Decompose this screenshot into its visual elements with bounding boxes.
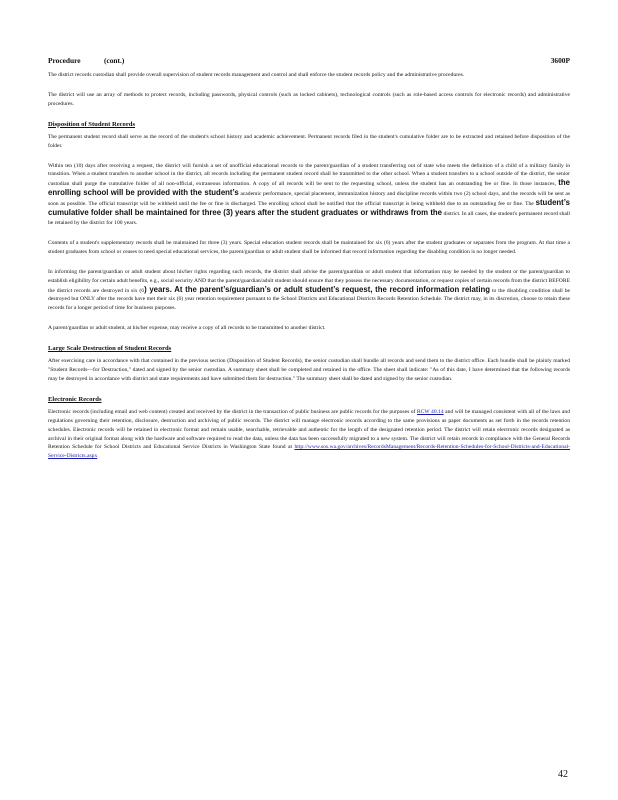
electronic-records-paragraph: Electronic records (including email and web content) created and received by the district in the transaction of public business are public records for the purposes of RCW 40.14 and will be managed consistent with all of the laws and regulations governing their retention, disclosure, destruction and archiving of public records. The district will manage electronic records according to the same provisions as paper documents as set forth in the records retention schedules. Electronic records will be retained in electronic format and remain usable, searchable, retrievable and authentic for the length of the designated retention period. The district will retain electronic records designated as archival in their original format along with the hardware and software required to read the data, unless the data has been successfully migrated to a new system. The district will retain records in compliance with the General Records Retention Schedule for School Districts and Educational Service Districts in Washington State found at http://www.sos.wa.gov/archives/RecordsManagement/Records-Retention-Schedules-for-School-Districts-and-Educational-Service-Districts.aspx	[48, 408, 571, 460]
disposition-paragraph-4: In informing the parent/guardian or adult student about his/her rights regarding such records, the district shall advise the parent/guardian or adult student that information may be needed by the student or the parent/guardian to establish eligibility for certain adult benefits, e.g., social security AND that the parent/guardian/adult student should ensure that they possess the necessary documentation, or request copies of certain records from the district BEFORE the district records are destroyed in six (6) years. At the parent’s/guardian’s or adult student’s request, the record information relating to the disabling condition shall be destroyed but ONLY after the records have met their six (6) year retention requirement pursuant to the School Districts and Educational Districts Records Retention Schedule. The district may, in its discretion, choose to retain these records for a longer period of time for business purposes.	[48, 268, 571, 312]
custodian-paragraph: The district records custodian shall provide overall supervision of student records management and control and shall enforce the student records policy and the administrative procedures.	[48, 72, 465, 78]
page-number: 42	[558, 769, 568, 780]
large-scale-destruction-paragraph: After exercising care in accordance with that contained in the previous section (Disposition of Student Records), the senior custodian shall bundle all records and send them to the district office. Each bundle shall be plainly marked "Student Records—for Destruction," dated and signed by the senior custodian. A summary sheet shall be completed and retained in the office. The sheet shall indicate: "As of this date, I have determined that the following records may be destroyed in accordance with district and state requirements and have submitted them for destruction." The summary sheet shall be dated and signed by the senior custodian.	[48, 358, 570, 382]
enrolling-school-note: the enrolling school will be provided with the student’s	[48, 178, 570, 198]
large-scale-destruction-heading: Large Scale Destruction of Student Records	[48, 345, 172, 353]
header-cont: (cont.)	[104, 56, 125, 65]
disabling-condition-note: ) years. At the parent’s/guardian’s or adult student’s request, the record information relating	[144, 284, 491, 294]
retention-schedule-link[interactable]: http://www.sos.wa.gov/archives/RecordsManagement/Records-Retention-Schedules-for-School-Districts-and-Educational-Service-Districts.aspx	[48, 444, 571, 460]
rcw-link[interactable]: RCW 40.14	[416, 408, 444, 415]
disposition-paragraph-3: Contents of a student's supplementary records shall be maintained for three (3) years. Special education student records shall be maintained for six (6) years after the student graduates or separates from the program. At that time a student graduates from school or ceases to need special educational services, the parent/guardian or adult student shall be informed that record information regarding the disabling condition is no longer needed.	[48, 239, 570, 255]
disposition-heading: Disposition of Student Records	[48, 120, 136, 128]
protection-paragraph: The district will use an array of methods to protect records, including passwords, physical controls (such as locked cabinets), technological controls (such as role-based access controls for electronic records) and administrative procedures.	[48, 91, 570, 107]
page-body	[48, 71, 570, 472]
disposition-paragraph-1: The permanent student record shall serve as the record of the student's school history and academic achievement. Permanent records filed in the student's cumulative folder are to be extracted and retained before disposition of the folder.	[48, 133, 570, 149]
header-policy-number: 3600P	[550, 56, 570, 65]
disposition-paragraph-5: A parent/guardian or adult student, at his/her expense, may receive a copy of all records to be transmitted to another district.	[48, 325, 326, 332]
header-procedure: Procedure	[48, 56, 81, 65]
disposition-paragraph-2: Within ten (10) days after receiving a request, the district will furnish a set of unofficial educational records to the parent/guardian of a student transferring out of state who meets the definition of a child of a military family in transition. When a student transfers to another school in the district, all records including the permanent student record shall be transmitted to the other school. When a student transfers to a school outside of the district, the senior custodian shall purge the cumulative folder of all non-official, extraneous information. A copy of all records will be sent to the requesting school, unless the student has an outstanding fee or fine. In those instances, the enrolling school will be provided with the student’s academic performance, special placement, immunization history and discipline records within two (2) school days, and the records will be sent as soon as possible. The official transcript will be withheld until the fee or fine is discharged. The enrolling school shall be notified that the official transcript is being withheld due to an outstanding fee or fine. The student’s cumulative folder shall be maintained for three (3) years after the student graduates or withdraws from the district. In all cases, the student's permanent record shall be retained by the district for 100 years.	[48, 162, 571, 226]
cumulative-folder-note: student’s cumulative folder shall be maintained for three (3) years after the student graduates or withdraws from the	[48, 198, 570, 218]
electronic-records-heading: Electronic Records	[48, 395, 102, 403]
